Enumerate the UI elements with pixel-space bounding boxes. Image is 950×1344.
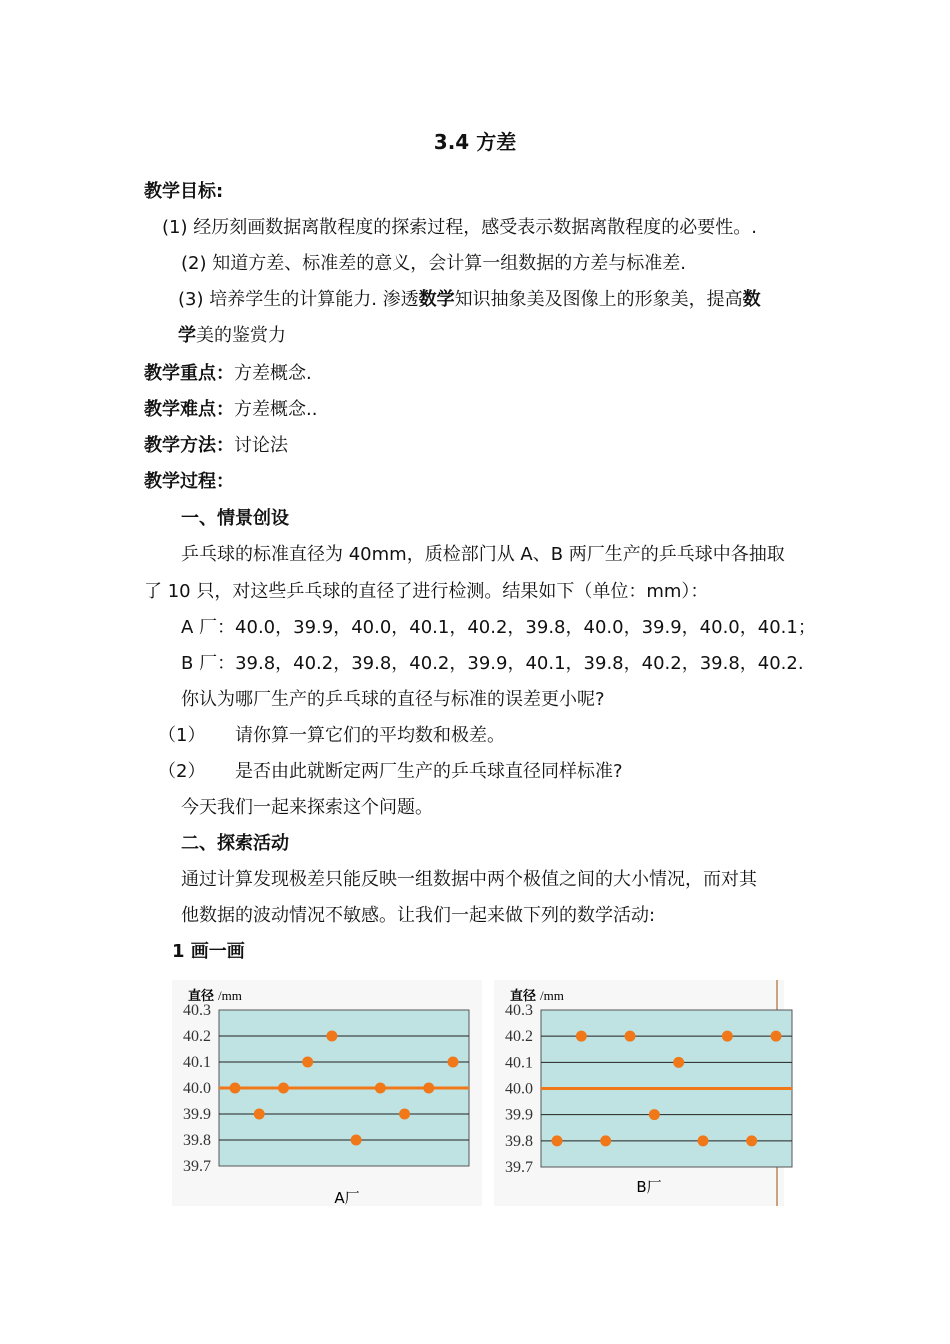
chart-b-ytick-label: 39.9 [505, 1106, 533, 1124]
section1-para-2: 了 10 只，对这些乒乓球的直径了进行检测。结果如下（单位：mm）： [144, 581, 709, 602]
chart-b-data-point [722, 1031, 733, 1042]
activity-heading: 1 画一画 [172, 941, 245, 962]
section2-para-1: 通过计算发现极差只能反映一组数据中两个极值之间的大小情况，而对其 [181, 869, 757, 890]
chart-b-data-point [673, 1057, 684, 1068]
objective-3-bold-xue: 学 [178, 325, 196, 346]
chart-a-data-point [351, 1135, 362, 1146]
difficulty-value: 方差概念.. [234, 399, 318, 420]
chart-b-data-point [576, 1031, 587, 1042]
objective-2: (2) 知道方差、标准差的意义，会计算一组数据的方差与标准差. [181, 253, 686, 274]
chart-a [172, 980, 482, 1206]
objective-3-bold-math: 数学 [418, 289, 455, 310]
chart-b [494, 980, 806, 1206]
chart-a-data-point [448, 1057, 459, 1068]
data-line-b: B 厂：39.8，40.2，39.8，40.2，39.9，40.1，39.8，40.2，39.8，40.2. [181, 653, 804, 674]
objective-3-post: 美的鉴赏力 [196, 325, 286, 346]
chart-a-ylabel-bold: 直径 [188, 989, 215, 1004]
chart-a-data-point [423, 1083, 434, 1094]
section2-heading: 二、探索活动 [181, 833, 289, 854]
chart-b-data-point [625, 1031, 636, 1042]
process-heading: 教学过程： [144, 471, 234, 492]
chart-b-ytick-label: 39.7 [505, 1159, 533, 1176]
section1-heading: 一、情景创设 [181, 508, 289, 529]
chart-a-ytick-label: 40.1 [183, 1054, 211, 1071]
chart-a-data-point [230, 1083, 241, 1094]
chart-b-data-point [552, 1135, 563, 1146]
objective-3-mid: 知识抽象美及图像上的形象美，提高 [454, 289, 743, 310]
chart-a-data-point [302, 1057, 313, 1068]
objectives-heading: 教学目标: [144, 181, 224, 202]
objective-3-continued [178, 324, 286, 348]
difficulty [144, 398, 317, 422]
section1-para-1: 乒乓球的标准直径为 40mm，质检部门从 A、B 两厂生产的乒乓球中各抽取 [181, 544, 785, 565]
objective-3-bold-shu: 数 [742, 289, 761, 310]
data-line-a: A 厂：40.0，39.9，40.0，40.1，40.2，39.8，40.0，39.9，40.0，40.1； [181, 617, 816, 638]
chart-a-plot [183, 1002, 469, 1175]
chart-b-data-point [698, 1135, 709, 1146]
chart-b-ytick-label: 39.8 [505, 1132, 533, 1150]
chart-a-data-point [375, 1083, 386, 1094]
chart-b-data-point [746, 1135, 757, 1146]
page-title: 3.4 方差 [433, 130, 517, 154]
chart-b-title: B厂 [636, 1178, 662, 1196]
chart-b-ytick-label: 40.2 [505, 1028, 533, 1046]
chart-a-ytick-label: 40.0 [183, 1080, 211, 1097]
question-1: 请你算一算它们的平均数和极差。 [235, 725, 505, 746]
method [144, 434, 288, 458]
chart-b-ytick-label: 40.1 [505, 1054, 533, 1072]
chart-b-ytick-label: 40.0 [505, 1080, 533, 1098]
chart-a-data-point [254, 1109, 265, 1120]
chart-b-data-point [771, 1031, 782, 1042]
chart-b-ylabel-unit: /mm [540, 988, 564, 1003]
difficulty-label: 教学难点： [144, 399, 234, 420]
chart-b-ylabel-bold: 直径 [510, 989, 537, 1004]
chart-a-ytick-label: 39.9 [183, 1106, 211, 1123]
section2-para-2: 他数据的波动情况不敏感。让我们一起来做下列的数学活动: [181, 905, 656, 926]
chart-b-ytick-label: 40.3 [505, 1002, 533, 1019]
chart-a-ytick-label: 39.7 [183, 1158, 211, 1175]
objective-3 [178, 288, 761, 312]
method-value: 讨论法 [234, 435, 288, 456]
question-2-number: （2） [158, 761, 206, 782]
key-point-label: 教学重点： [144, 363, 234, 384]
chart-b-data-point [600, 1135, 611, 1146]
key-point [144, 362, 312, 386]
question-1-number: （1） [158, 725, 206, 746]
chart-a-ytick-label: 40.2 [183, 1028, 211, 1045]
chart-b-plot [505, 1002, 792, 1176]
objective-3-pre: (3) 培养学生的计算能力. 渗透 [178, 289, 419, 310]
question: 你认为哪厂生产的乒乓球的直径与标准的误差更小呢? [181, 689, 605, 710]
method-label: 教学方法： [144, 435, 234, 456]
chart-b-data-point [649, 1109, 660, 1120]
closing-line: 今天我们一起来探索这个问题。 [181, 797, 433, 818]
chart-a-data-point [399, 1109, 410, 1120]
chart-a-data-point [278, 1083, 289, 1094]
chart-a-ylabel-unit: /mm [218, 988, 242, 1003]
question-2: 是否由此就断定两厂生产的乒乓球直径同样标准? [235, 761, 623, 782]
key-point-value: 方差概念. [234, 363, 312, 384]
chart-a-title: A厂 [334, 1189, 360, 1206]
chart-a-ytick-label: 40.3 [183, 1002, 211, 1019]
objective-1: (1) 经历刻画数据离散程度的探索过程，感受表示数据离散程度的必要性。. [162, 217, 757, 238]
chart-a-data-point [326, 1031, 337, 1042]
chart-a-ytick-label: 39.8 [183, 1132, 211, 1149]
